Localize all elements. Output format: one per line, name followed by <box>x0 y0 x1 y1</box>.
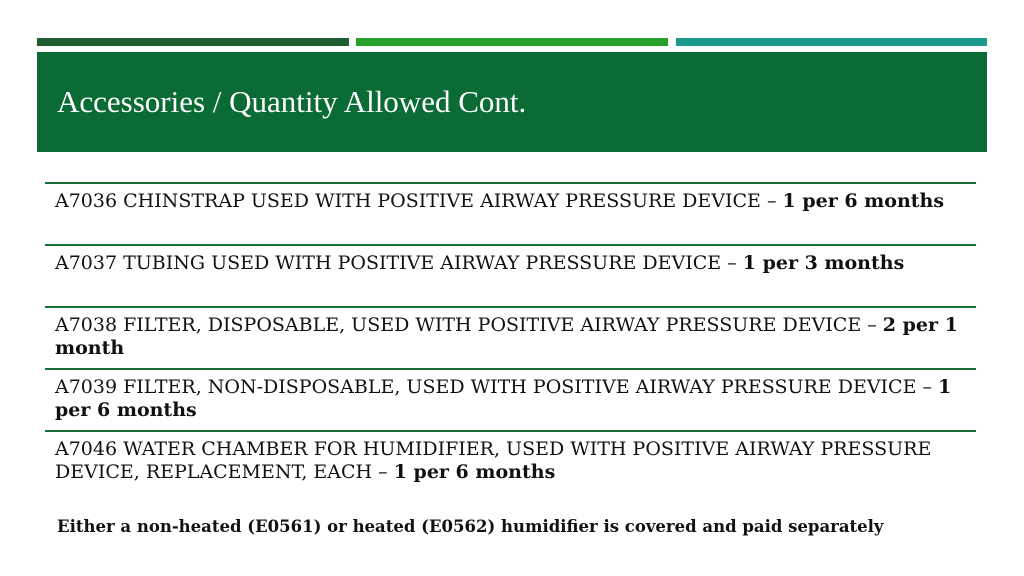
item-quantity: 1 per 6 months <box>782 190 945 212</box>
item-description: A7046 WATER CHAMBER FOR HUMIDIFIER, USED WITH POSITIVE AIRWAY PRESSURE DEVICE, REPLACEMENT, EACH – <box>55 438 932 483</box>
item-quantity: 1 per 6 months <box>55 376 952 421</box>
item-description: A7037 TUBING USED WITH POSITIVE AIRWAY PRESSURE DEVICE – <box>55 252 743 274</box>
item-description: A7038 FILTER, DISPOSABLE, USED WITH POSITIVE AIRWAY PRESSURE DEVICE – <box>55 314 883 336</box>
accent-stripe-teal <box>676 38 987 46</box>
footnote: Either a non-heated (E0561) or heated (E0562) humidifier is covered and paid separately <box>57 517 884 536</box>
accent-stripe-dark-green <box>37 38 349 46</box>
accessory-list <box>45 182 976 492</box>
item-quantity: 1 per 6 months <box>393 461 556 483</box>
item-quantity: 1 per 3 months <box>742 252 905 274</box>
list-item <box>45 430 976 492</box>
item-description: A7036 CHINSTRAP USED WITH POSITIVE AIRWAY PRESSURE DEVICE – <box>55 190 783 212</box>
list-item <box>45 182 976 244</box>
title-bar <box>37 52 987 152</box>
slide-title: Accessories / Quantity Allowed Cont. <box>57 84 527 119</box>
list-item <box>45 368 976 430</box>
item-description: A7039 FILTER, NON-DISPOSABLE, USED WITH POSITIVE AIRWAY PRESSURE DEVICE – <box>55 376 939 398</box>
accent-stripe-green <box>356 38 668 46</box>
item-quantity: 2 per 1 month <box>55 314 958 359</box>
list-item <box>45 306 976 368</box>
list-item <box>45 244 976 306</box>
